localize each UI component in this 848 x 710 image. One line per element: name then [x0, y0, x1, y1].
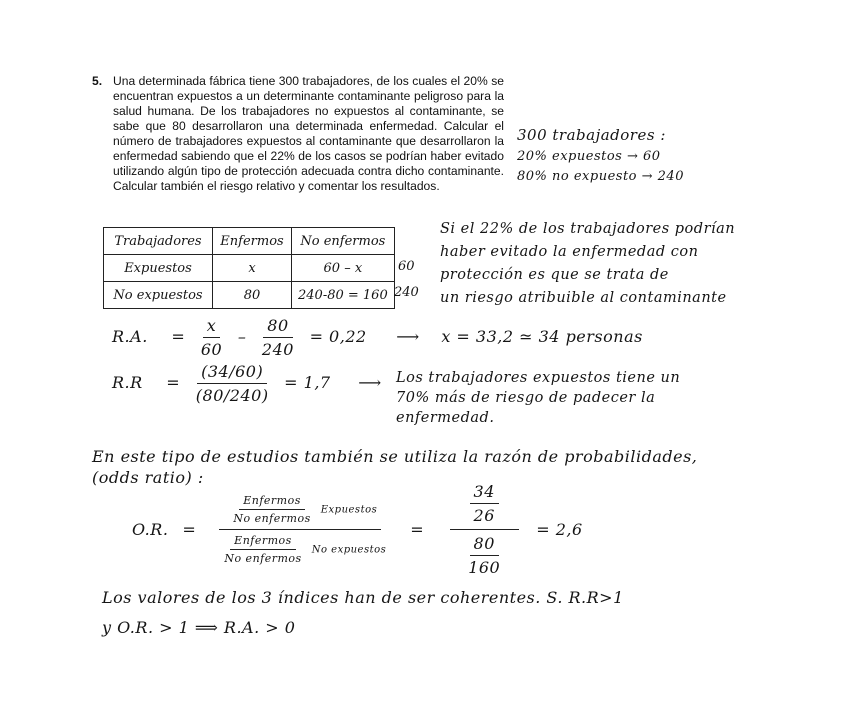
summary-line-total: 300 trabajadores : [517, 126, 666, 144]
or-result: = 2,6 [536, 520, 583, 539]
odds-intro-line: (odds ratio) : [92, 468, 204, 487]
or-equals-2: = [410, 520, 425, 539]
note-line: protección es que se trata de [440, 267, 669, 283]
ra-result: = 0,22 [309, 327, 367, 346]
or-label: O.R. [132, 520, 169, 539]
or-v2-denominator: 160 [468, 558, 501, 577]
conclusion-line: Los valores de los 3 índices han de ser coherentes. S. R.R>1 [102, 588, 624, 607]
ra-fraction-1 [197, 316, 226, 359]
header-workers: Trabajadores [104, 228, 213, 255]
or-values-fraction [444, 482, 524, 577]
or-bottom-numerator: Enfermos [230, 534, 296, 550]
row-label-exposed: Expuestos [104, 255, 213, 282]
or-equation [132, 482, 583, 577]
or-exposed-odds [219, 494, 381, 530]
table-row [104, 255, 395, 282]
note-line: Si el 22% de los trabajadores podrían [440, 221, 736, 237]
ra-equals: = [171, 327, 186, 346]
or-general-fraction [210, 494, 390, 565]
ra-equation [112, 316, 643, 359]
or-unexposed-inner [220, 534, 305, 565]
row-label-not-exposed: No expuestos [104, 282, 213, 309]
rr-numerator: (34/60) [197, 362, 267, 384]
rr-equals: = [166, 373, 181, 392]
conclusion [102, 583, 624, 643]
or-unexposed-odds [210, 530, 390, 565]
table-header-row [104, 228, 395, 255]
or-values-bottom [444, 530, 524, 577]
rr-equation [112, 362, 382, 405]
or-v2-numerator: 80 [470, 534, 499, 556]
rr-label: R.R [112, 373, 143, 392]
rr-result: = 1,7 [284, 373, 331, 392]
or-v1-denominator: 26 [473, 506, 495, 525]
rr-note-line: 70% más de riesgo de padecer la [396, 390, 656, 406]
odds-intro-line: En este tipo de estudios también se utiliza la razón de probabilidades, [92, 447, 698, 466]
or-v1-numerator: 34 [470, 482, 499, 504]
header-not-sick: No enfermos [292, 228, 395, 255]
rr-interpretation [396, 368, 680, 428]
note-line: un riesgo atribuible al contaminante [440, 290, 727, 306]
problem-text: Una determinada fábrica tiene 300 trabajadores, de los cuales el 20% se encuentran expuestos a un determinante contaminante peligroso para la salud humana. De los trabajadores no expuestos al contaminante, se sabe que 80 desarrollaron una determinada enfermedad. Calcular el número de trabajadores expuestos al contaminante que desarrollaron la enfermedad sabiendo que el 22% de los casos se podrían haber evitado utilizando algún tipo de protección adecuada contra dicho contaminante. Calcular también el riesgo relativo y comentar los resultados. [113, 74, 504, 193]
rr-fraction [192, 362, 273, 405]
row-total-exposed: 60 [398, 259, 415, 274]
cell-exposed-sick: x [213, 255, 292, 282]
cell-not-exposed-not-sick: 240-80 = 160 [292, 282, 395, 309]
conclusion-line: y O.R. > 1 ⟹ R.A. > 0 [102, 618, 296, 637]
summary-line-not-exposed: 80% no expuesto → 240 [517, 169, 684, 184]
problem-statement [92, 74, 504, 194]
ra-arrow: ⟶ [396, 327, 420, 346]
ra-fraction-2 [258, 316, 298, 359]
attributable-risk-note [440, 218, 735, 310]
rr-denominator: (80/240) [195, 386, 269, 405]
cell-exposed-not-sick: 60 – x [292, 255, 395, 282]
row-total-not-exposed: 240 [394, 285, 419, 300]
or-top-subscript: Expuestos [320, 504, 378, 516]
contingency-table [103, 227, 395, 309]
ra-minus: – [237, 327, 247, 346]
ra-label: R.A. [112, 327, 148, 346]
ra-solution: x = 33,2 ≃ 34 personas [441, 327, 643, 346]
problem-number: 5. [92, 74, 103, 88]
table-row [104, 282, 395, 309]
or-v2 [464, 534, 504, 577]
summary-line-exposed: 20% expuestos → 60 [517, 149, 661, 164]
or-bottom-denominator: No enfermos [224, 552, 302, 565]
or-top-numerator: Enfermos [239, 494, 305, 510]
rr-note-line: Los trabajadores expuestos tiene un [396, 370, 681, 386]
or-v1 [470, 482, 499, 525]
workers-summary [517, 123, 684, 187]
or-values-top [450, 482, 519, 530]
ra-f1-denominator: 60 [200, 340, 223, 359]
rr-note-line: enfermedad. [396, 410, 495, 426]
or-exposed-inner [229, 494, 314, 525]
ra-f1-numerator: x [203, 316, 221, 338]
rr-arrow: ⟶ [358, 373, 382, 392]
ra-f2-numerator: 80 [263, 316, 292, 338]
or-bottom-subscript: No expuestos [311, 544, 387, 556]
header-sick: Enfermos [213, 228, 292, 255]
note-line: haber evitado la enfermedad con [440, 244, 699, 260]
cell-not-exposed-sick: 80 [213, 282, 292, 309]
or-top-denominator: No enfermos [233, 512, 311, 525]
ra-f2-denominator: 240 [261, 340, 294, 359]
or-equals: = [182, 520, 197, 539]
